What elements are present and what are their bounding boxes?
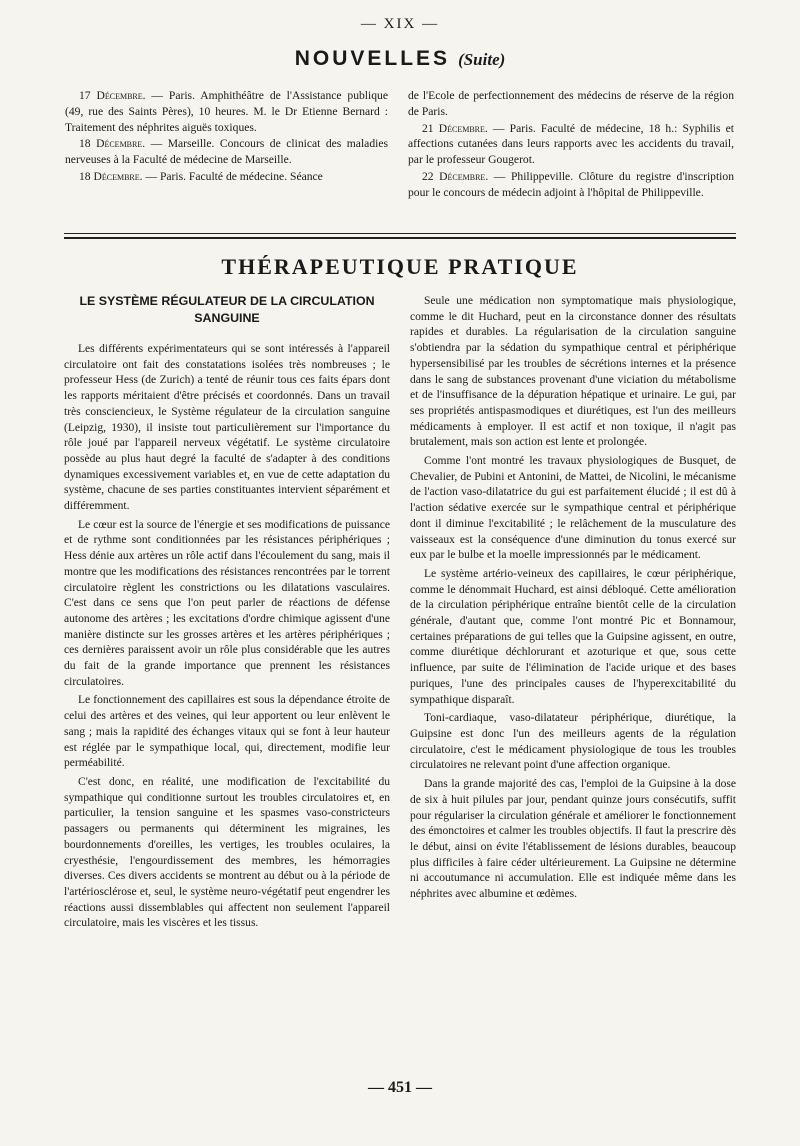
news-item: [408, 169, 734, 201]
section-divider-thick: [64, 237, 736, 239]
news-date: 18 Décembre.: [79, 137, 146, 151]
news-section-title: [0, 47, 800, 71]
article-paragraph: Le cœur est la source de l'énergie et ses modifications de puissance et de rythme sont conditionnées par les résistances périphériques ; Hess dénie aux artères un rôle actif dans l'écoulement du sang, mais il montre que les modifications des résistances rencontrées par le torrent circulatoire règlent les constrictions ou les dilatations vasculaires. C'est dans ce sens que l'on peut parler de réactions de défense autonome des artères ; les excitations d'ordre chimique agissent d'une manière distincte sur les grosses artères et les artères périphériques ; ces dernières paraissent avoir un rôle plus considérable que les autres du fait de la grande importance que prennent les résistances circulatoires.: [64, 518, 390, 688]
news-text: de l'Ecole de perfectionnement des médecins de réserve de la région de Paris.: [408, 89, 734, 118]
article-paragraph: Seule une médication non symptomatique mais physiologique, comme le dit Huchard, peut en la circonstance donner des résultats rapides et durables. La régularisation de la circulation sanguine s'obtiendra par la sédation du sympathique central et périphérique hypersensibilisé par les troubles de sécrétions internes et la présence dans le sang de substances provenant d'une viciation du métabolisme et de l'insuffisance de la dépuration hépatique et urinaire. Le gui, par ses propriétés antispasmodiques et diurétiques, est l'un des meilleurs médicaments à employer. Il est actif et non toxique, il n'agit pas brutalement, mais son action est lente et prolongée.: [410, 295, 736, 449]
news-text: — Paris. Amphithéâtre de l'Assistance publique (49, rue des Saints Pères), 10 heures. M. le Dr Etienne Bernard : Traitement des néphrites aiguës toxiques.: [65, 89, 388, 134]
news-text: — Philippeville. Clôture du registre d'inscription pour le concours de médecin adjoint à l'hôpital de Philippeville.: [408, 169, 734, 199]
news-date: 17 Décembre.: [79, 89, 146, 102]
article-paragraph: Toni-cardiaque, vaso-dilatateur périphérique, diurétique, la Guipsine est donc l'un des meilleurs agents de la régulation circulatoire, c'est le médicament physiologique de tous les troubles circulatoires ne relevant point d'une affection organique.: [410, 712, 736, 772]
news-title-suite: (Suite): [458, 50, 506, 69]
news-date: 22 Décembre.: [422, 169, 489, 183]
article-paragraph: Le fonctionnement des capillaires est sous la dépendance étroite de celui des artères et des veines, qui leur apportent ou leur enlèvent le sang ; mais la rapidité des échanges vitaux qui se font à leur hauteur est réglée par le sympathique local, qui, directement, modifie leur perméabilité.: [64, 694, 390, 770]
news-text: — Paris. Faculté de médecine, 18 h.: Syphilis et affections cutanées dans leurs rapports avec les accidents du travail, par le professeur Gougerot.: [408, 121, 735, 167]
news-item: [408, 88, 734, 120]
news-column-right: [408, 88, 734, 202]
article-column-left: [64, 342, 390, 935]
page-number: — 451 —: [368, 1079, 432, 1096]
therapeutique-section-title: THÉRAPEUTIQUE PRATIQUE: [221, 254, 579, 279]
news-item: [65, 88, 388, 135]
article-column-right: [410, 294, 736, 906]
article-paragraph: Comme l'ont montré les travaux physiologiques de Busquet, de Chevalier, de Pubini et Antonini, de Mattei, de Nicolini, le mécanisme de l'action vaso-dilatatrice du gui est parfaitement élucidé ; il est dû à l'action sédative exercée sur le sympathique central et périphérique dont il diminue l'excitabilité ; le relâchement de la musculature des vaisseaux est la conséquence d'une diminution du tonus exercé sur eux par le bulbe et la moelle impressionnés par le médicament.: [410, 455, 736, 562]
article-paragraph: Les différents expérimentateurs qui se sont intéressés à l'appareil circulatoire ont fait des constatations isolées très nombreuses ; le professeur Hess (de Zurich) a tenté de réunir tous ces faits épars dont les rapports méritaient d'être précisés et coordonnés. Dans un travail très consciencieux, le Système régulateur de la circulation sanguine (Leipzig, 1930), il insiste tout particulièrement sur l'importance du rôle joué par l'appareil nerveux végétatif. Le système circulatoire possède au plus haut degré la faculté de s'adapter à des conditions dynamiques excessivement variables et, en vue de cette adaptation du système, chacune de ses parties constituantes intervient séparément et différemment.: [64, 343, 390, 513]
article-paragraph: Dans la grande majorité des cas, l'emploi de la Guipsine à la dose de six à huit pilules par jour, pendant quinze jours consécutifs, suffit pour régulariser la circulation générale et améliorer le fonctionnement des émonctoires et calmer les troubles objectifs. Il faut la prescrire dès le début, ainsi on évite l'établissement de lésions durables, beaucoup plus difficiles à faire céder ultérieurement. La Guipsine ne détermine ni accoutumance ni accumulation. Elle est indiquée même dans les néphrites avec albumine et œdèmes.: [410, 778, 736, 901]
roman-page-header: — XIX —: [360, 16, 440, 32]
news-title-text: NOUVELLES: [294, 47, 451, 70]
article-title: LE SYSTÈME RÉGULATEUR DE LA CIRCULATION SANGUINE: [79, 294, 375, 325]
news-item: [65, 169, 388, 185]
news-column-left: [65, 88, 388, 186]
news-text: — Paris. Faculté de médecine. Séance: [142, 169, 323, 183]
news-date: 18 Décembre.: [79, 169, 143, 183]
article-paragraph: Le système artério-veineux des capillaires, le cœur périphérique, comme le dénommait Huchard, est ainsi débloqué. Cette amélioration de la circulation périphérique entraîne bientôt celle de la circulation générale, d'autant que, comme l'ont montré Pic et Bonnamour, certaines préparations de gui telles que la Guipsine agissent, en outre, comme diurétique déchlorurant et azoturique et que, sous cette influence, par suite de l'élimination de l'acide urique et des bases puriques, l'une des principales causes de l'hyperexcitabilité du sympathique disparaît.: [410, 567, 736, 706]
news-item: [408, 121, 734, 168]
article-paragraph: C'est donc, en réalité, une modification de l'excitabilité du sympathique qui conditionne surtout les troubles circulatoires et, en particulier, la tension sanguine et les spasmes vaso-constricteurs passagers ou permanents qui déterminent les migraines, les bourdonnements d'oreilles, les vertiges, les troubles oculaires, la cryesthésie, l'engourdissement des membres, les hémorragies diverses. Ces divers accidents se montrent au début ou à la période de l'artériosclérose et, seul, le système neuro-végétatif peut engendrer les réactions aussi dissemblables qui affectent non seulement l'appareil circulatoire, mais les viscères et les tissus.: [64, 775, 390, 930]
section-divider: [64, 233, 736, 234]
news-date: 21 Décembre.: [422, 121, 488, 135]
news-item: [65, 136, 388, 168]
news-text: — Marseille. Concours de clinicat des maladies nerveuses à la Faculté de médecine de Marseille.: [65, 137, 388, 167]
